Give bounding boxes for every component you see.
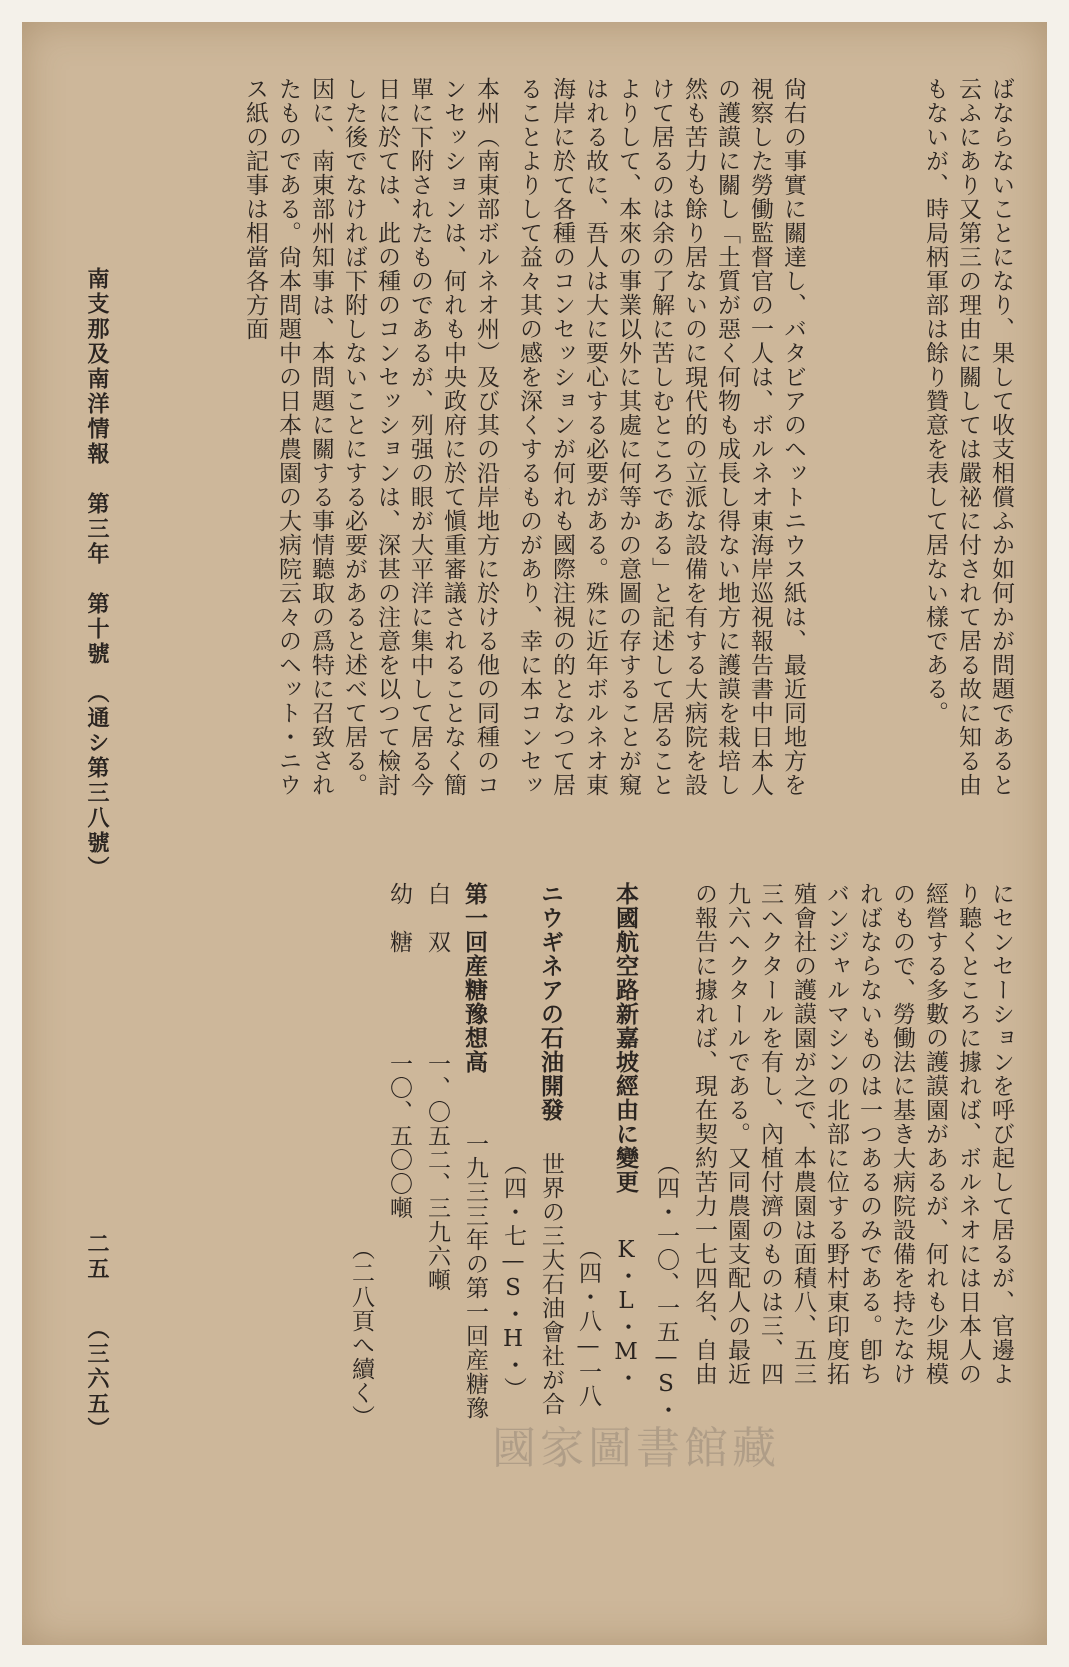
document-page [22,22,1047,1645]
oil-text: 世界の三大石油會社が合 [538,1152,564,1416]
overall-page-number: （三六五） [84,1317,110,1442]
library-watermark: 國家圖書館藏 [492,1423,780,1474]
sugar-row-value: 一〇、五〇〇噸 [386,1052,412,1220]
aviation-credit: （四・八—一八 [575,1237,601,1408]
sugar-row-value: 一、〇五二、三九六噸 [424,1052,450,1292]
oil-heading: ニウギネアの石油開發 [537,882,564,1122]
sugar-continued-note: （二八頁へ續く） [348,1237,374,1429]
page-number: 二五 [84,1232,110,1282]
continuation-text: にセンセーションを呼び起して居るが、官邊より聽くところに據れば、ボルネオには日本人の經營する多數の護謨園があるが、何れも少規模のもので、勞働法に基き大病院設備を持たなければならないものは一つあるのみである。卽ちバンジャルマシンの北部に位する野村東印度拓殖會社の護謨園が之で、本農園は面積八、五三三ヘクタールを有し、內植付濟のものは三、四九六ヘクタールである。又同農園支配人の最近の報告に據れば、現在契約苦力一七四名、自由 [691,882,1014,1386]
publication-footer: 南支那及南洋情報 第三年 第十號 （通シ第三八號） [84,267,110,881]
sugar-heading: 第一回産糖豫想高 [461,882,488,1074]
aviation-heading: 本國航空路新嘉坡經由に變更 [612,882,639,1194]
upper-paragraph-3: 本州（南東部ボルネオ州）及び其の沿岸地方に於ける他の同種のコンセッションは、何れも中央政府に於て愼重審議されることなく簡單に下附されたものであるが、列强の眼が大平洋に集中して居る今日に於ては、此の種のコンセッションは、深甚の注意を以つて檢討した後でなければ下附しないことにする必要があると述べて居る。因に、南東部州知事は、本問題に關する事情聽取の爲特に召致されたものである。尙本問題中の日本農園の大病院云々のヘット・ニウス紙の記事は相當各方面 [242,77,499,797]
upper-paragraph-1: ばならないことになり、果して收支相償ふか如何かが問題であると云ふにあり又第三の理由に關しては嚴祕に付されて居る故に知る由もないが、時局柄軍部は餘り贊意を表して居ない樣である。 [922,77,1014,797]
sugar-row-label: 幼 糖 [386,882,412,954]
oil-credit: （四・七—S・H・） [500,1152,526,1401]
continuation-credit: （四・一〇、一五—S・ [653,1152,679,1422]
aviation-text: K・L・M・ [613,1237,639,1390]
sugar-row-label: 白 双 [424,882,450,954]
upper-paragraph-2: 尙右の事實に關達し、バタビアのヘットニウス紙は、最近同地方を視察した勞働監督官の一人は、ボルネオ東海岸巡視報告書中日本人の護謨に關し「土質が惡く何物も成長し得ない地方に護謨を栽培し然も苦力も餘り居ないのに現代的の立派な設備を有する大病院を設けて居るのは余の了解に苦しむところである」と記述して居ることよりして、本來の事業以外に其處に何等かの意圖の存することが窺はれる故に、吾人は大に要心する必要がある。殊に近年ボルネオ東海岸に於て各種のコンセッションが何れも國際注視の的となつて居ることよりして益々其の感を深くするものがあり、幸に本コンセッ [516,77,806,797]
sugar-text: 一九三三年の第一回産糖豫 [462,1132,488,1420]
